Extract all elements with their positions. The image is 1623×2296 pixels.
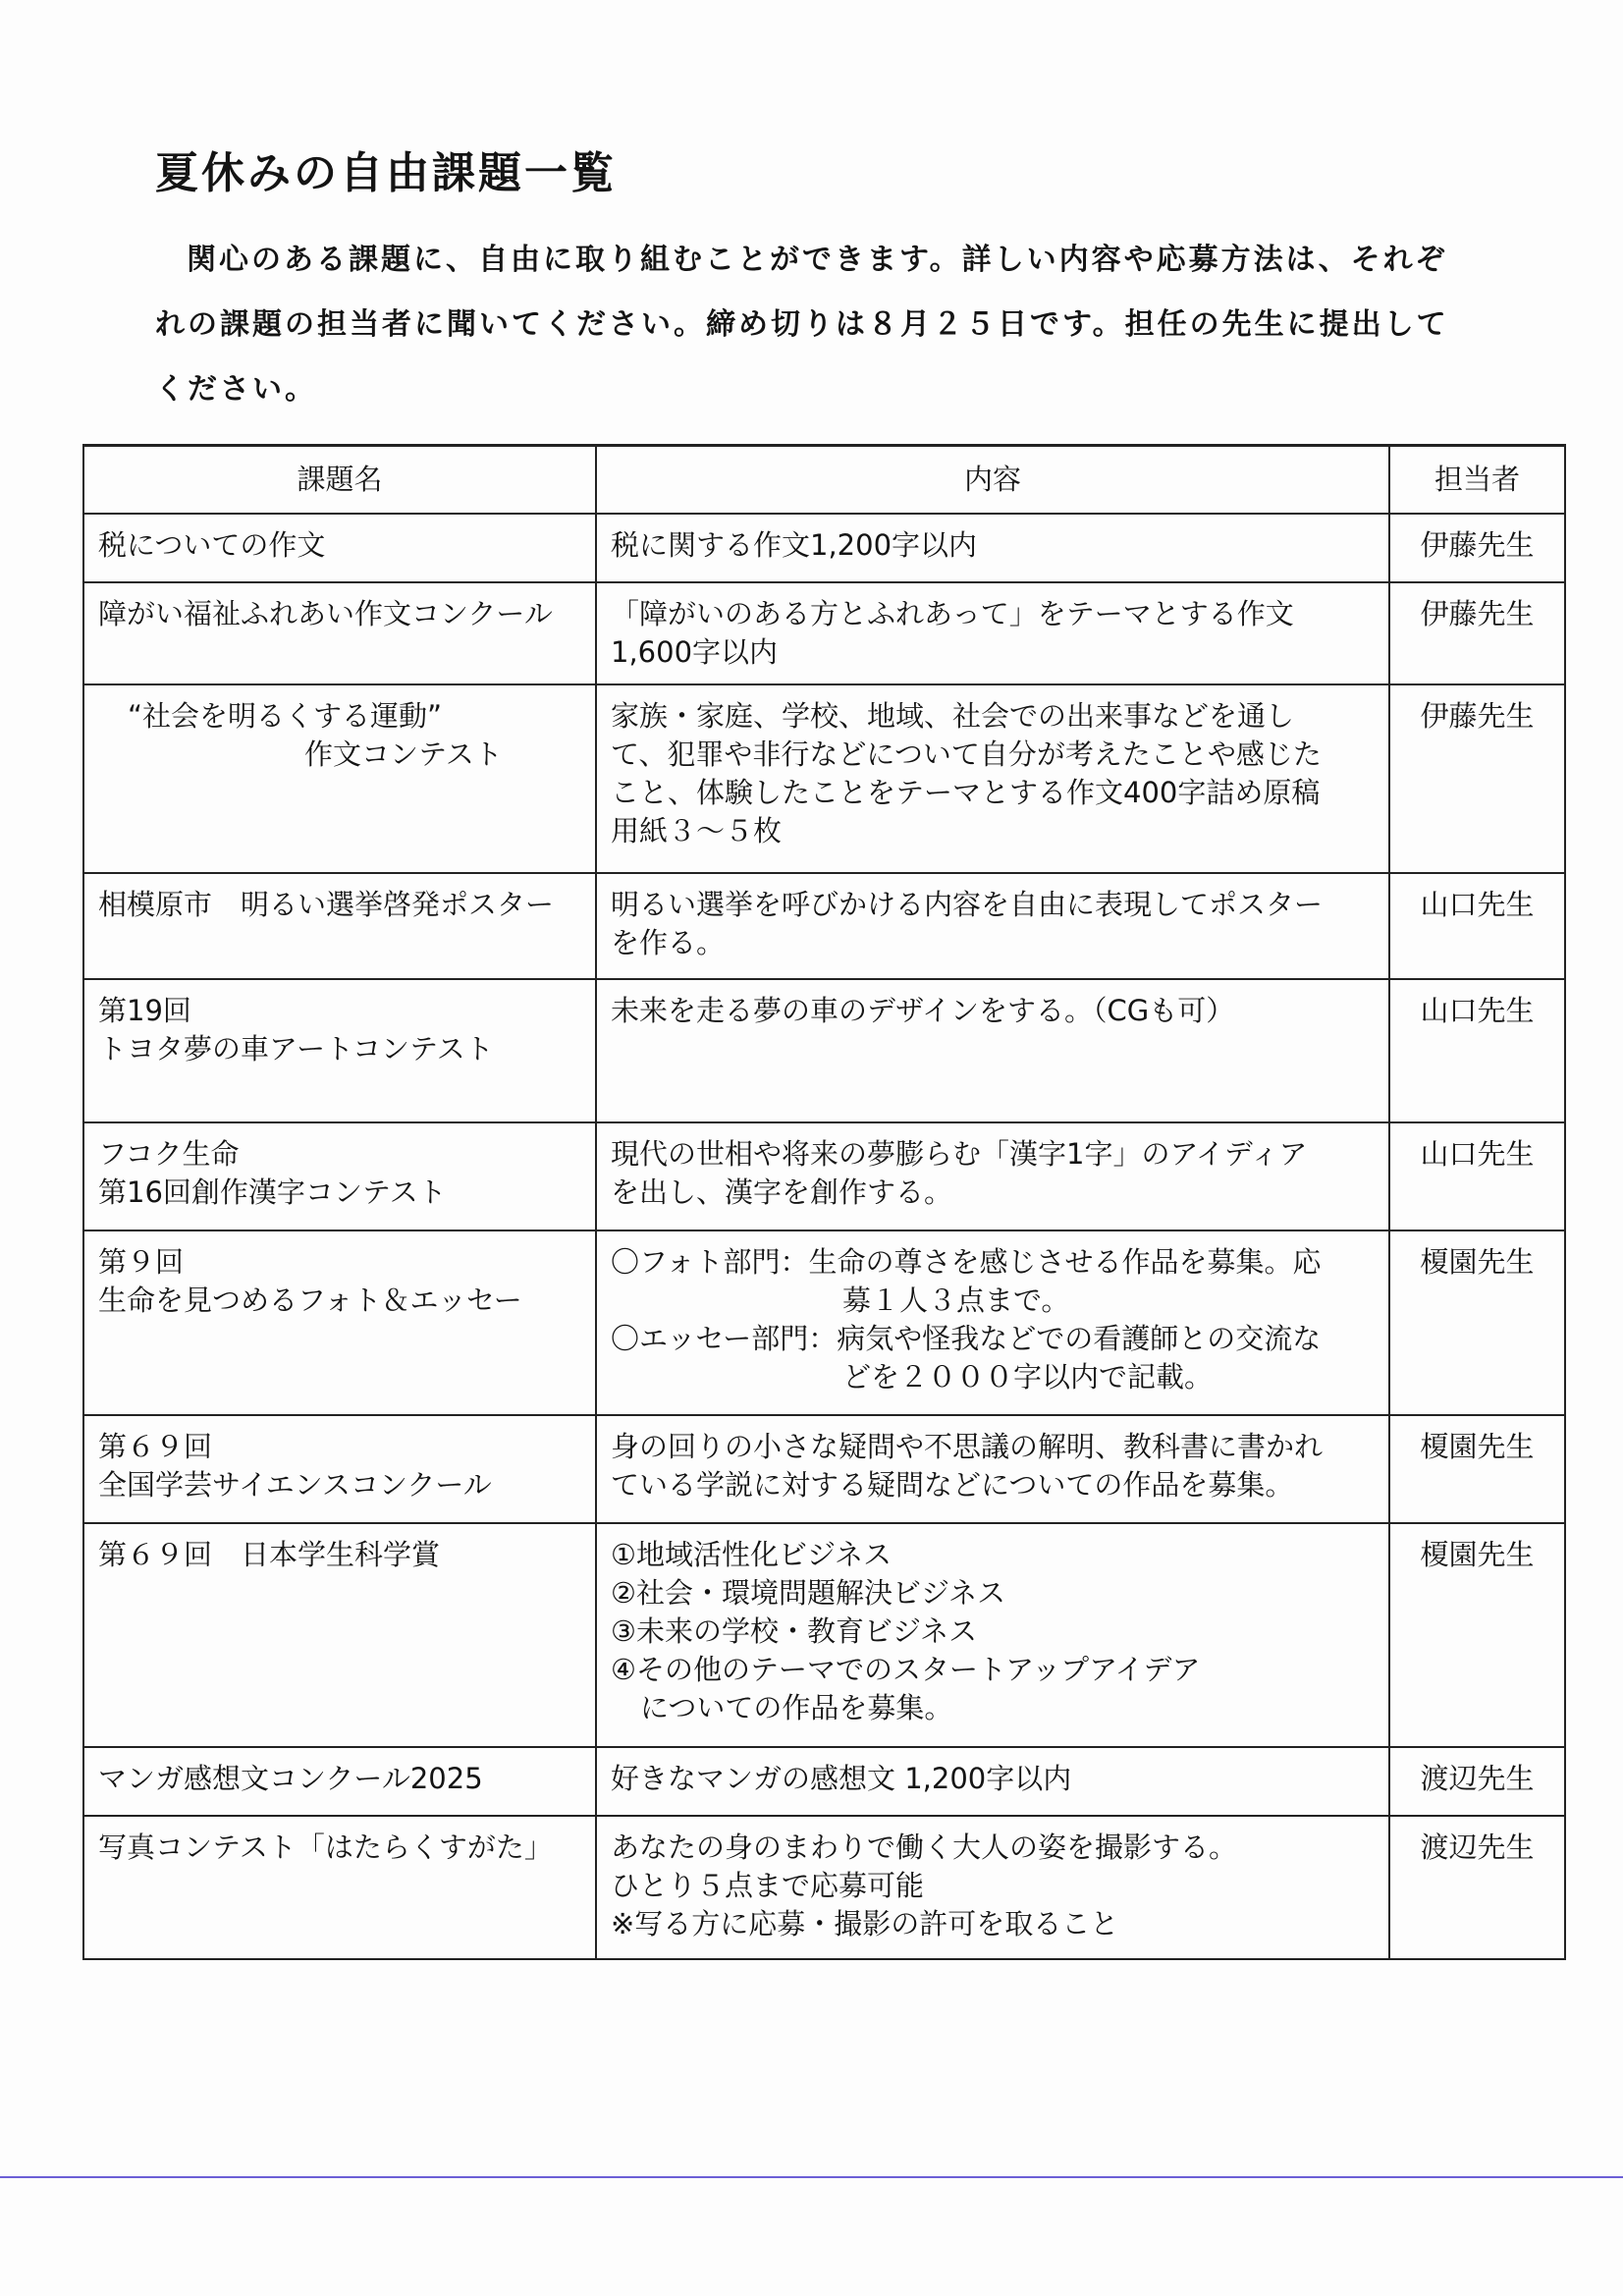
intro-line: 関心のある課題に、自由に取り組むことができます。詳しい内容や応募方法は、それぞ [187, 243, 1448, 277]
content-cell [596, 1816, 1389, 1959]
cell-line: て、犯罪や非行などについて自分が考えたことや感じた [611, 738, 1322, 771]
header-teacher: 担当者 [1389, 446, 1565, 515]
assignment-name-cell [83, 1816, 596, 1959]
table-row [83, 684, 1565, 873]
cell-line: 第９回 [98, 1245, 185, 1279]
content-cell [596, 1122, 1389, 1230]
cell-line: ③未来の学校・教育ビジネス [611, 1614, 978, 1648]
assignment-name-cell [83, 1230, 596, 1415]
cell-line: どを２０００字以内で記載。 [842, 1360, 1214, 1394]
cell-line: 〇エッセー部門：病気や怪我などでの看護師との交流な [611, 1322, 1322, 1355]
table-row [83, 1415, 1565, 1523]
teacher-cell: 榎園先生 [1389, 1523, 1565, 1747]
cell-line: についての作品を募集。 [640, 1691, 953, 1724]
cell-line: 第19回 [98, 994, 191, 1027]
table-row [83, 1816, 1565, 1959]
cell-line: “社会を明るくする運動” [128, 699, 443, 733]
cell-line: 写真コンテスト「はたらくすがた」 [98, 1831, 553, 1864]
teacher-cell: 山口先生 [1389, 873, 1565, 979]
cell-line: こと、体験したことをテーマとする作文400字詰め原稿 [611, 776, 1321, 809]
assignment-name-cell [83, 684, 596, 873]
cell-line: 1,600字以内 [611, 635, 779, 669]
cell-line: 〇フォト部門：生命の尊さを感じさせる作品を募集。応 [611, 1245, 1322, 1279]
content-cell [596, 873, 1389, 979]
assignment-table [82, 444, 1566, 1960]
content-cell [596, 582, 1389, 684]
assignment-name-cell [83, 1122, 596, 1230]
cell-line: 作文コンテスト [304, 738, 503, 771]
table-row [83, 1122, 1565, 1230]
table-header-row [83, 446, 1565, 515]
cell-line: ひとり５点まで応募可能 [611, 1869, 925, 1902]
table-row [83, 582, 1565, 684]
teacher-cell: 伊藤先生 [1389, 514, 1565, 582]
teacher-cell: 伊藤先生 [1389, 684, 1565, 873]
table-row [83, 1747, 1565, 1816]
cell-line: 第16回創作漢字コンテスト [98, 1175, 447, 1209]
cell-line: 明るい選挙を呼びかける内容を自由に表現してポスター [611, 888, 1324, 921]
cell-line: ②社会・環境問題解決ビジネス [611, 1576, 1006, 1610]
intro-paragraph [155, 228, 1481, 422]
cell-line: 第６９回 [98, 1430, 213, 1463]
teacher-cell: 渡辺先生 [1389, 1747, 1565, 1816]
table-row [83, 873, 1565, 979]
cell-line: ※写る方に応募・撮影の許可を取ること [611, 1907, 1119, 1941]
teacher-cell: 榎園先生 [1389, 1415, 1565, 1523]
cell-line: 税に関する作文1,200字以内 [611, 528, 978, 562]
cell-line: 好きなマンガの感想文 1,200字以内 [611, 1762, 1072, 1795]
table-row [83, 1523, 1565, 1747]
intro-line: ください。 [155, 372, 317, 407]
cell-line: 税についての作文 [98, 528, 326, 562]
cell-line: 家族・家庭、学校、地域、社会での出来事などを通し [611, 699, 1295, 733]
assignment-name-cell [83, 1523, 596, 1747]
teacher-cell: 伊藤先生 [1389, 582, 1565, 684]
scan-edge-line [0, 2176, 1623, 2178]
cell-line: 用紙３～５枚 [611, 814, 783, 847]
teacher-cell: 渡辺先生 [1389, 1816, 1565, 1959]
cell-line: 第６９回 日本学生科学賞 [98, 1538, 441, 1571]
header-content: 内容 [596, 446, 1389, 515]
assignment-name-cell [83, 582, 596, 684]
teacher-cell: 山口先生 [1389, 1122, 1565, 1230]
content-cell [596, 514, 1389, 582]
cell-line: 障がい福祉ふれあい作文コンクール [98, 597, 553, 630]
assignment-name-cell [83, 873, 596, 979]
cell-line: 生命を見つめるフォト＆エッセー [98, 1284, 522, 1317]
content-cell [596, 1415, 1389, 1523]
intro-line: れの課題の担当者に聞いてください。締め切りは８月２５日です。担任の先生に提出して [155, 307, 1449, 342]
teacher-cell: 榎園先生 [1389, 1230, 1565, 1415]
table-row [83, 979, 1565, 1122]
cell-line: 身の回りの小さな疑問や不思議の解明、教科書に書かれ [611, 1430, 1324, 1463]
content-cell [596, 684, 1389, 873]
page-title: 夏休みの自由課題一覧 [155, 148, 617, 198]
cell-line: マンガ感想文コンクール2025 [98, 1762, 483, 1795]
content-cell [596, 979, 1389, 1122]
assignment-name-cell [83, 979, 596, 1122]
cell-line: 募１人３点まで。 [842, 1284, 1070, 1317]
assignment-name-cell [83, 1747, 596, 1816]
content-cell [596, 1230, 1389, 1415]
assignment-name-cell [83, 1415, 596, 1523]
cell-line: 相模原市 明るい選挙啓発ポスター [98, 888, 555, 921]
cell-line: フコク生命 [98, 1137, 240, 1171]
cell-line: ている学説に対する疑問などについての作品を募集。 [611, 1468, 1294, 1502]
cell-line: を作る。 [611, 926, 726, 959]
cell-line: 未来を走る夢の車のデザインをする。（CGも可） [611, 994, 1235, 1027]
header-assignment-name: 課題名 [83, 446, 596, 515]
cell-line: ①地域活性化ビジネス [611, 1538, 893, 1571]
cell-line: を出し、漢字を創作する。 [611, 1175, 953, 1209]
table-row [83, 514, 1565, 582]
content-cell [596, 1523, 1389, 1747]
content-cell [596, 1747, 1389, 1816]
table-row [83, 1230, 1565, 1415]
cell-line: 現代の世相や将来の夢膨らむ「漢字1字」のアイディア [611, 1137, 1308, 1171]
cell-line: 「障がいのある方とふれあって」をテーマとする作文 [611, 597, 1294, 630]
teacher-cell: 山口先生 [1389, 979, 1565, 1122]
cell-line: ④その他のテーマでのスタートアップアイデア [611, 1653, 1201, 1686]
assignment-name-cell [83, 514, 596, 582]
cell-line: トヨタ夢の車アートコンテスト [98, 1032, 494, 1066]
cell-line: 全国学芸サイエンスコンクール [98, 1468, 492, 1502]
cell-line: あなたの身のまわりで働く大人の姿を撮影する。 [611, 1831, 1238, 1864]
